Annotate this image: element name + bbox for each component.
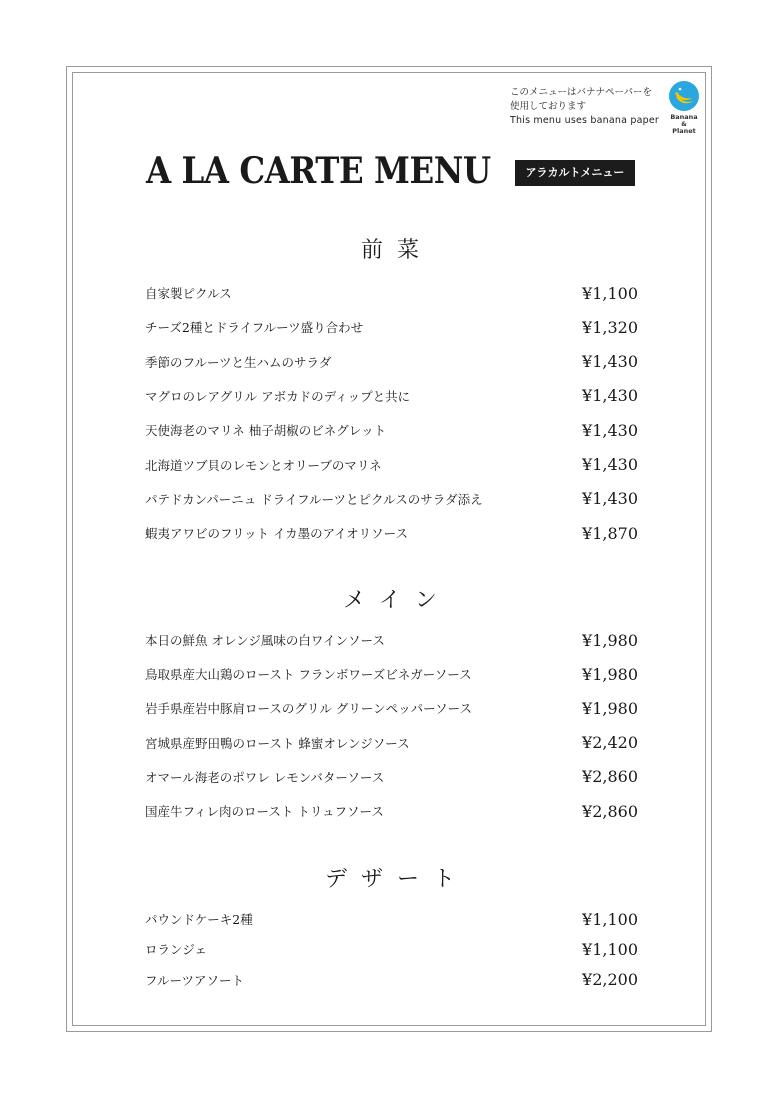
menu-item-price: ¥1,430: [582, 386, 638, 406]
banana-planet-logo: [664, 80, 704, 135]
menu-item-name: 季節のフルーツと生ハムのサラダ: [145, 354, 332, 370]
section-heading-mains: メイン: [343, 588, 451, 613]
menu-item-name: 蝦夷アワビのフリット イカ墨のアイオリソース: [145, 526, 408, 542]
menu-item-row: [145, 488, 638, 510]
menu-item-price: ¥2,420: [582, 733, 638, 753]
menu-item-row: [145, 522, 638, 544]
menu-item-price: ¥1,430: [582, 489, 638, 509]
menu-item-name: オマール海老のポワレ レモンバターソース: [145, 769, 385, 785]
logo-text-line3: Planet: [672, 127, 696, 135]
menu-item-name: 本日の鮮魚 オレンジ風味の白ワインソース: [145, 633, 385, 648]
menu-item-name: 宮城県産野田鴨のロースト 蜂蜜オレンジソース: [145, 735, 410, 751]
menu-item-price: ¥1,430: [582, 420, 638, 440]
banana-paper-notice: [510, 86, 670, 128]
menu-item-name: 自家製ピクルス: [145, 286, 232, 301]
menu-item-name: 天使海老のマリネ 柚子胡椒のビネグレット: [145, 423, 387, 439]
menu-item-row: [145, 697, 638, 719]
menu-item-row: [145, 908, 638, 930]
menu-item-row: [145, 454, 638, 476]
title-badge: アラカルトメニュー: [515, 160, 635, 186]
menu-item-price: ¥1,430: [582, 352, 638, 372]
section-heading-appetizers: 前菜: [360, 238, 433, 263]
menu-item-price: ¥1,980: [582, 664, 638, 684]
menu-item-price: ¥1,870: [582, 523, 638, 543]
menu-item-price: ¥1,980: [582, 698, 638, 718]
menu-item-row: [145, 800, 638, 822]
menu-item-row: [145, 419, 638, 441]
menu-item-price: ¥1,430: [582, 455, 638, 474]
menu-item-row: [145, 732, 638, 754]
menu-item-row: [145, 629, 638, 651]
logo-text-line1: Banana: [670, 113, 698, 121]
menu-item-row: [145, 766, 638, 788]
menu-item-row: [145, 938, 638, 960]
menu-item-row: [145, 969, 638, 991]
menu-item-name: ロランジェ: [145, 942, 207, 958]
menu-item-name: マグロのレアグリル アボカドのディップと共に: [145, 388, 411, 404]
menu-item-name: 北海道ツブ貝のレモンとオリーブのマリネ: [145, 457, 382, 473]
notice-jp-line2: 使用しております: [510, 101, 587, 112]
menu-item-row: [145, 351, 638, 373]
banana-planet-icon: [668, 80, 700, 112]
menu-item-price: ¥2,860: [582, 801, 638, 821]
menu-item-price: ¥1,100: [582, 283, 638, 303]
menu-item-price: ¥1,320: [582, 317, 638, 337]
logo-text-line2: &: [681, 120, 687, 128]
menu-item-name: フルーツアソート: [145, 972, 245, 988]
menu-item-row: [145, 663, 638, 685]
section-heading-desserts: デザート: [324, 867, 469, 892]
notice-en: This menu uses banana paper: [510, 115, 659, 126]
menu-item-price: ¥1,100: [582, 909, 638, 929]
menu-item-row: [145, 282, 638, 304]
menu-item-name: 岩手県産岩中豚肩ロースのグリル グリーンペッパーソース: [145, 701, 472, 717]
menu-item-price: ¥2,200: [582, 970, 638, 990]
menu-item-name: チーズ2種とドライフルーツ盛り合わせ: [145, 320, 364, 336]
menu-item-name: 鳥取県産大山鶏のロースト フランボワーズビネガーソース: [145, 667, 472, 683]
notice-jp-line1: このメニューはバナナペーパーを: [510, 87, 653, 98]
menu-item-row: [145, 316, 638, 338]
menu-item-name: 国産牛フィレ肉のロースト トリュフソース: [145, 804, 384, 819]
menu-item-row: [145, 385, 638, 407]
menu-item-price: ¥1,980: [582, 630, 638, 650]
menu-item-price: ¥2,860: [582, 767, 638, 787]
menu-item-price: ¥1,100: [582, 939, 638, 959]
menu-item-name: パウンドケーキ2種: [145, 912, 253, 927]
page-title: A LA CARTE MENU: [146, 150, 491, 192]
menu-item-name: パテドカンパーニュ ドライフルーツとピクルスのサラダ添え: [145, 491, 483, 507]
